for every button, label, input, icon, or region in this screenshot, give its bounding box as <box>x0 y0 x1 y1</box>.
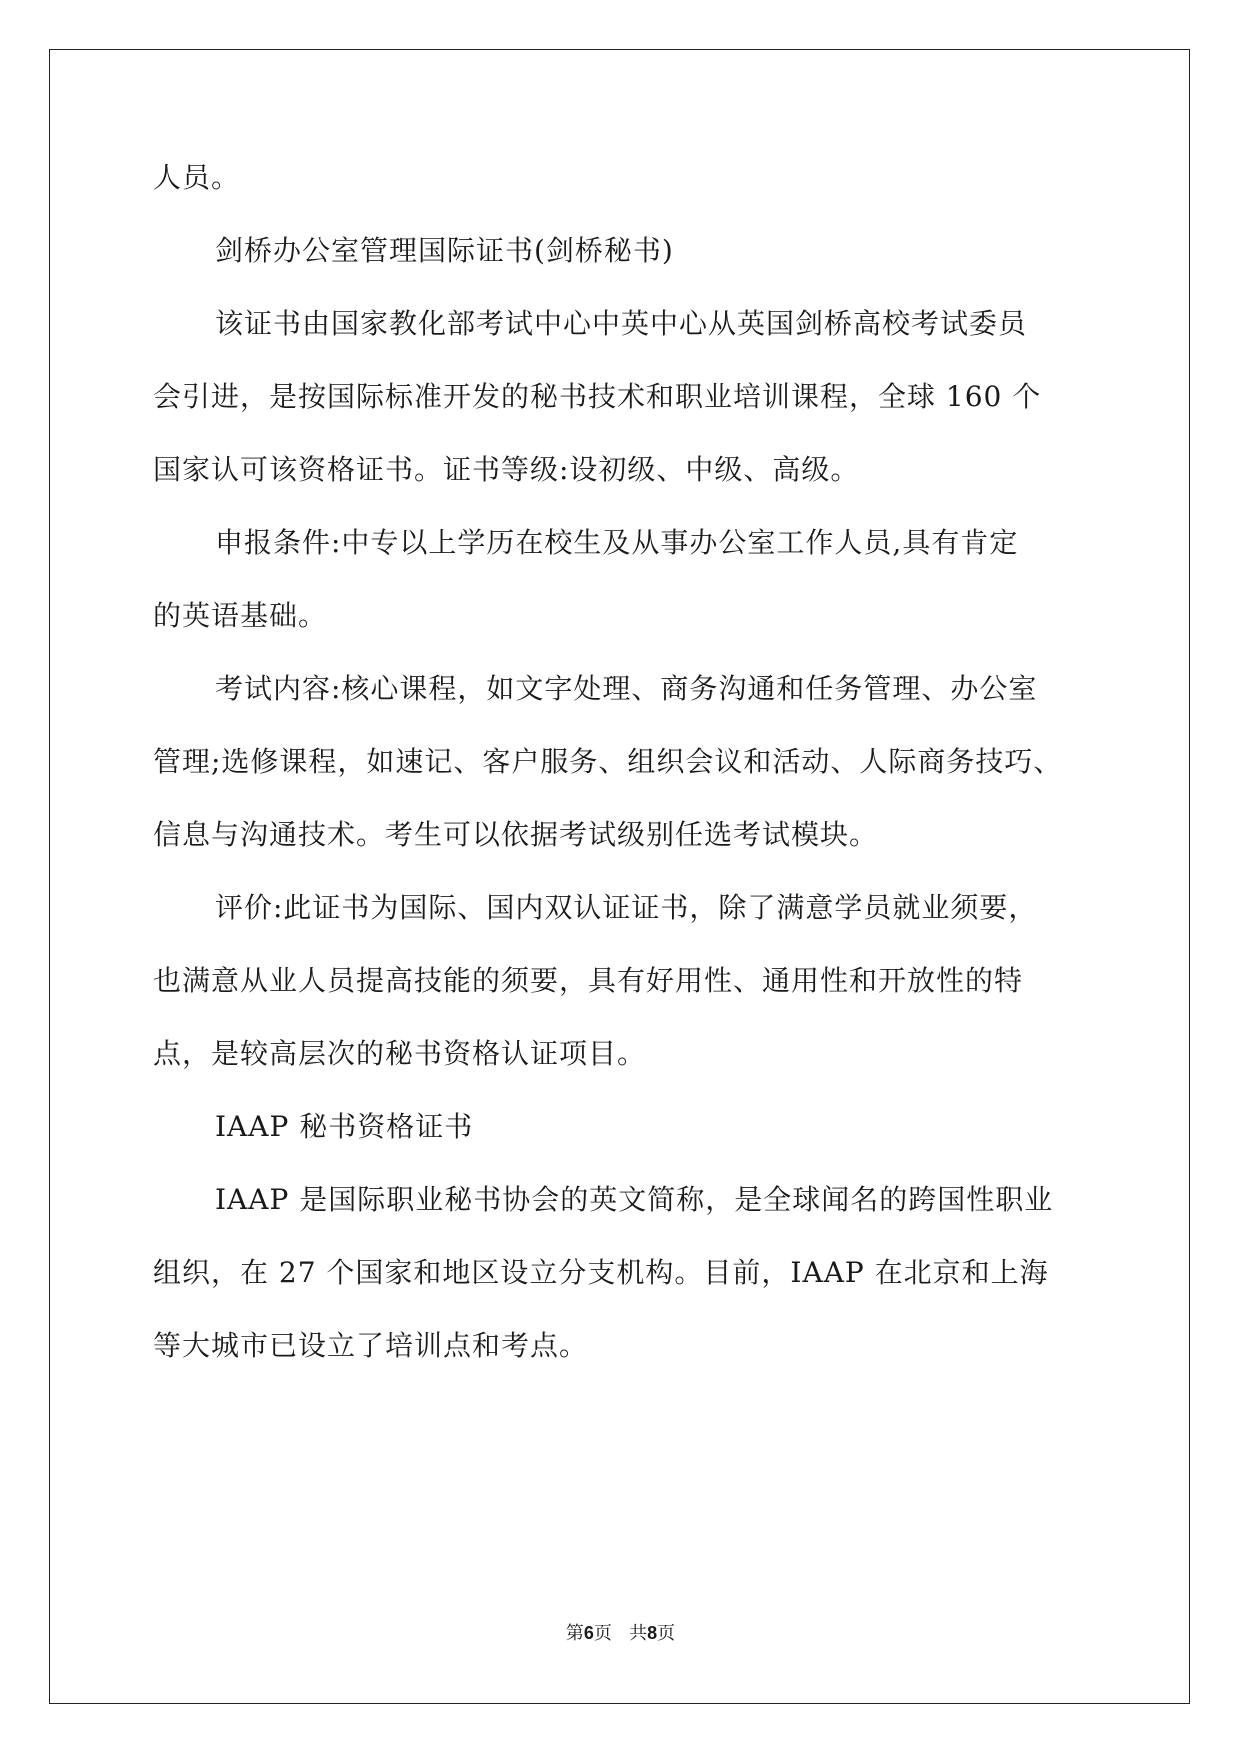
footer-prefix: 第 <box>565 1623 584 1644</box>
text-line: 申报条件:中专以上学历在校生及从事办公室工作人员,具有肯定 <box>215 526 1019 559</box>
footer-page-word: 页 <box>593 1623 612 1644</box>
current-page-number: 6 <box>583 1623 594 1643</box>
text-line: 点，是较高层次的秘书资格认证项目。 <box>153 1037 647 1070</box>
page-border <box>49 49 1190 1704</box>
text-line: 信息与沟通技术。考生可以依据考试级别任选考试模块。 <box>153 818 879 851</box>
text-line: 考试内容:核心课程，如文字处理、商务沟通和任务管理、办公室 <box>215 672 1038 705</box>
section-heading: IAAP 秘书资格证书 <box>215 1110 474 1143</box>
text-line: 评价:此证书为国际、国内双认证证书，除了满意学员就业须要， <box>215 891 1038 924</box>
text-line: 也满意从业人员提高技能的须要，具有好用性、通用性和开放性的特 <box>153 964 1024 997</box>
total-pages-number: 8 <box>647 1623 658 1643</box>
page-footer <box>0 1621 1241 1646</box>
footer-total-prefix: 共 <box>629 1623 648 1644</box>
footer-total-suffix: 页 <box>657 1623 676 1644</box>
text-line: 会引进，是按国际标准开发的秘书技术和职业培训课程，全球 160 个 <box>153 380 1042 413</box>
text-line: 的英语基础。 <box>153 599 328 632</box>
text-line: IAAP 是国际职业秘书协会的英文简称，是全球闻名的跨国性职业 <box>215 1183 1054 1216</box>
text-line: 组织，在 27 个国家和地区设立分支机构。目前，IAAP 在北京和上海 <box>153 1256 1049 1289</box>
text-line: 国家认可该资格证书。证书等级:设初级、中级、高级。 <box>153 453 860 486</box>
text-line: 等大城市已设立了培训点和考点。 <box>153 1329 589 1362</box>
text-line: 管理;选修课程，如速记、客户服务、组织会议和活动、人际商务技巧、 <box>153 745 1063 778</box>
section-heading: 剑桥办公室管理国际证书(剑桥秘书) <box>215 234 674 267</box>
text-line: 该证书由国家教化部考试中心中英中心从英国剑桥高校考试委员 <box>215 307 1028 340</box>
text-line: 人员。 <box>153 161 241 194</box>
